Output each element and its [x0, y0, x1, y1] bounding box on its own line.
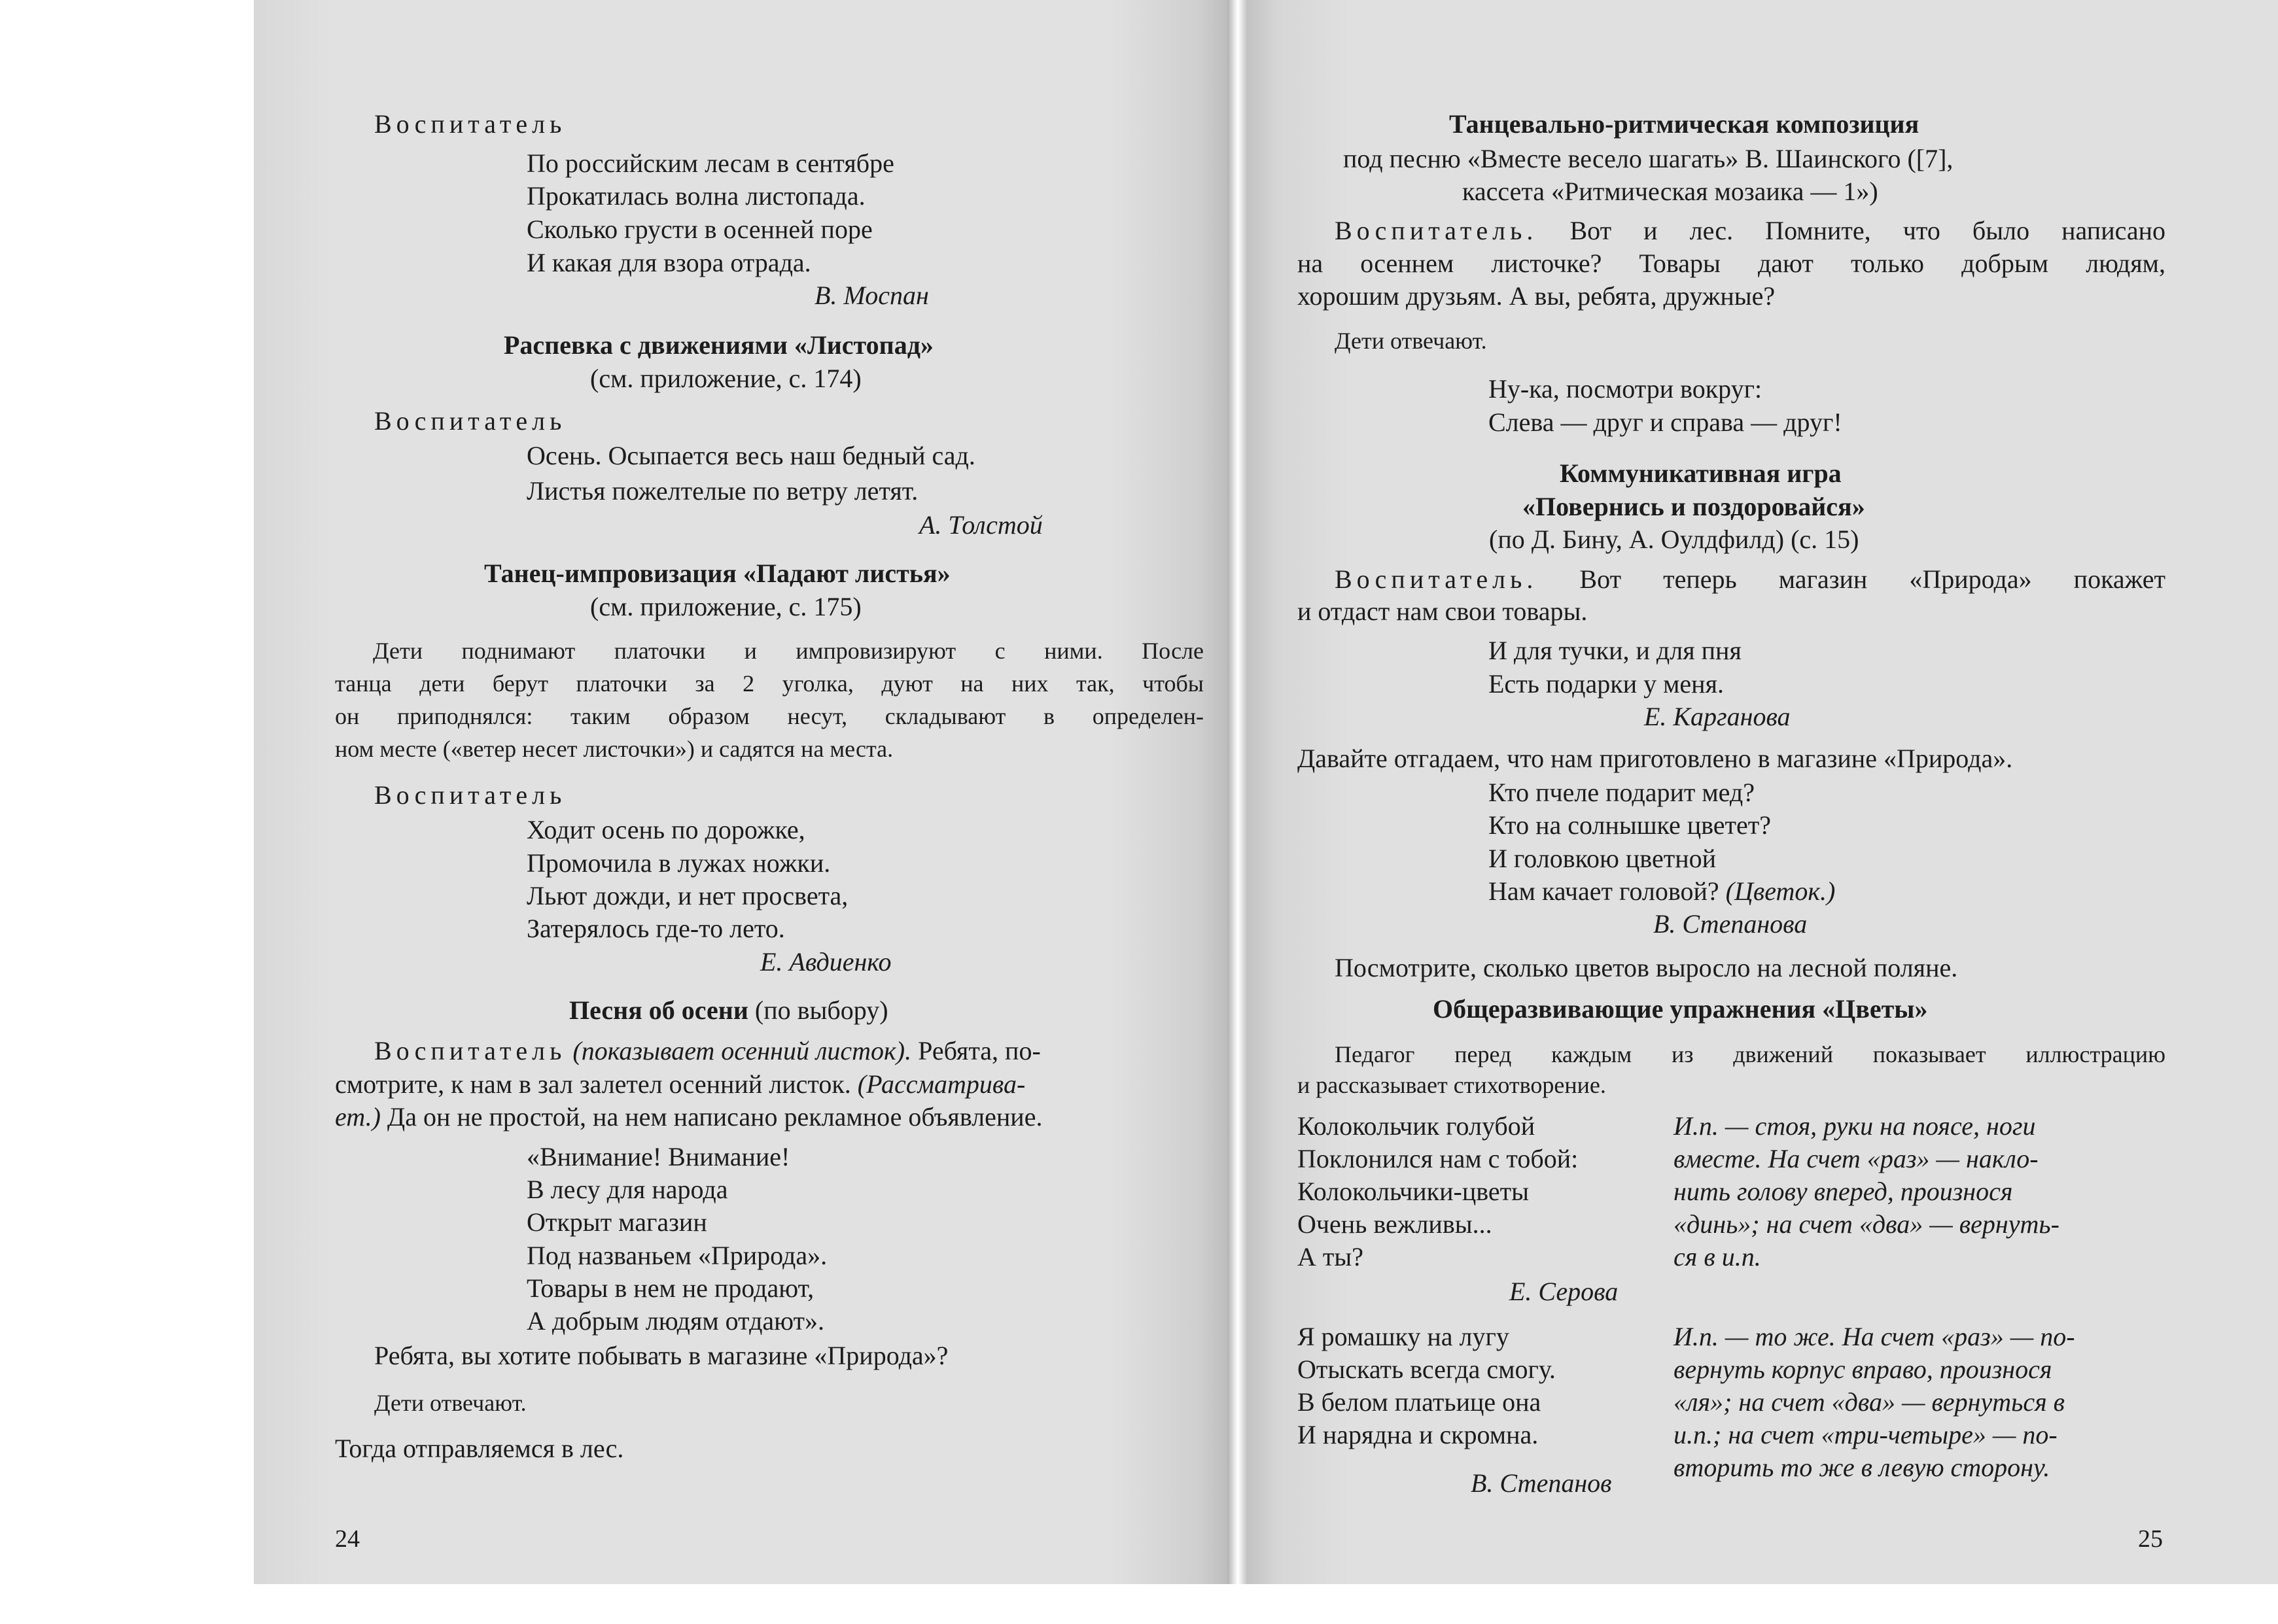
poem-line: Товары в нем не продают, [527, 1273, 815, 1303]
poem-author: В. Степанова [1653, 909, 1808, 939]
exercise-instruction: ся в и.п. [1673, 1242, 1761, 1271]
section-subheading: под песню «Вместе весело шагать» В. Шаинского ([7], [1343, 144, 1954, 173]
poem-line: И какая для взора отрада. [527, 248, 811, 277]
body-text-line: и рассказывает стихотворение. [1297, 1072, 1606, 1098]
poem-line: А ты? [1297, 1242, 1363, 1271]
speaker-label: Воспитатель [374, 406, 567, 436]
riddle-text: Нам качает головой? [1488, 876, 1719, 906]
poem-line: Поклонился нам с тобой: [1297, 1144, 1579, 1173]
poem-line: Открыт магазин [527, 1207, 707, 1237]
stage-direction: ет.) [335, 1102, 381, 1132]
body-text-line: он приподнялся: таким образом несут, складывают в определен- [335, 703, 1204, 729]
body-text-line: на осеннем листочке? Товары дают только добрым людям, [1297, 249, 2165, 278]
exercise-instruction: нить голову вперед, произнося [1673, 1177, 2013, 1206]
exercise-instruction: вторить то же в левую сторону. [1673, 1453, 2050, 1482]
section-heading-note: (по выбору) [754, 995, 888, 1025]
speech-text: Ребята, по- [918, 1036, 1041, 1065]
body-text-line: Давайте отгадаем, что нам приготовлено в магазине «Природа». [1297, 744, 2013, 773]
section-heading: Коммуникативная игра [1560, 458, 1842, 488]
section-heading: «Повернись и поздоровайся» [1522, 492, 1865, 521]
section-subheading: (см. приложение, с. 174) [590, 364, 862, 393]
poem-line: По российским лесам в сентябре [527, 148, 894, 178]
section-heading [569, 994, 888, 1027]
poem-line: Прокатилась волна листопада. [527, 181, 866, 211]
exercise-instruction: «динь»; на счет «два» — вернуть- [1673, 1209, 2059, 1239]
exercise-instruction: «ля»; на счет «два» — вернуться в [1673, 1387, 2065, 1417]
poem-line: Слева — друг и справа — друг! [1488, 407, 1842, 437]
stage-direction: (Рассматрива- [857, 1069, 1026, 1099]
poem-line: Колокольчик голубой [1297, 1111, 1535, 1141]
poem-line: Промочила в лужах ножки. [527, 848, 831, 878]
section-subheading: (см. приложение, с. 175) [590, 592, 862, 621]
speech-text: Вот теперь магазин «Природа» покажет [1579, 564, 2165, 594]
poem-line: В лесу для народа [527, 1175, 728, 1204]
poem-line: Листья пожелтелые по ветру летят. [527, 476, 919, 506]
poem-line: Кто пчеле подарит мед? [1488, 778, 1755, 807]
poem-line: Колокольчики-цветы [1297, 1177, 1530, 1206]
speaker-label: Воспитатель. [1335, 564, 1538, 594]
section-heading: Танцевально-ритмическая композиция [1449, 109, 1919, 139]
stage-direction: (показывает осенний листок). [572, 1036, 912, 1065]
speech-text: Вот и лес. Помните, что было написано [1569, 216, 2166, 245]
body-text-line: Педагог перед каждым из движений показывает иллюстрацию [1335, 1041, 2165, 1067]
body-text-line: Тогда отправляемся в лес. [335, 1434, 624, 1463]
page-number: 25 [2138, 1525, 2163, 1553]
poem-line: «Внимание! Внимание! [527, 1142, 790, 1171]
body-text-line [335, 1101, 1042, 1133]
body-text-line: Посмотрите, сколько цветов выросло на лесной поляне. [1335, 953, 1958, 982]
body-text-line [1335, 215, 2165, 247]
section-heading: Танец-импровизация «Падают листья» [484, 559, 951, 588]
speaker-label: Воспитатель [374, 780, 567, 810]
poem-line: В белом платьице она [1297, 1387, 1541, 1417]
poem-line: И для тучки, и для пня [1488, 636, 1742, 665]
body-text-line [374, 1035, 1041, 1067]
poem-author: Е. Авдиенко [760, 947, 892, 976]
speaker-label: Воспитатель. [1335, 216, 1538, 245]
speech-text: смотрите, к нам в зал залетел осенний листок. [335, 1069, 851, 1099]
poem-line: Сколько грусти в осенней поре [527, 215, 873, 244]
poem-author: А. Толстой [919, 510, 1043, 540]
poem-line: Очень вежливы... [1297, 1209, 1492, 1239]
body-text-line: Дети поднимают платочки и импровизируют с ними. После [373, 638, 1204, 664]
poem-line: Под названьем «Природа». [527, 1241, 828, 1270]
poem-line: А добрым людям отдают». [527, 1306, 825, 1336]
body-text-line: хорошим друзьям. А вы, ребята, дружные? [1297, 281, 1776, 311]
poem-author: Е. Карганова [1644, 702, 1791, 731]
riddle-answer: (Цветок.) [1725, 876, 1836, 906]
poem-line: Ну-ка, посмотри вокруг: [1488, 374, 1762, 404]
poem-author: Е. Серова [1509, 1277, 1619, 1306]
section-heading-main: Песня об осени [569, 995, 748, 1025]
body-text-line: и отдаст нам свои товары. [1297, 596, 1588, 626]
poem-line: Ходит осень по дорожке, [527, 815, 805, 844]
exercise-instruction: вернуть корпус вправо, произнося [1673, 1355, 2052, 1384]
section-heading: Распевка с движениями «Листопад» [504, 330, 934, 360]
book-spine-gutter [1227, 0, 1247, 1584]
poem-line: И головкою цветной [1488, 844, 1717, 873]
page-number: 24 [335, 1525, 360, 1553]
poem-line: Кто на солнышке цветет? [1488, 810, 1772, 840]
body-text-line [1335, 563, 2165, 596]
exercise-instruction: и.п.; на счет «три-четыре» — по- [1673, 1420, 2058, 1449]
speech-text: Да он не простой, на нем написано рекламное объявление. [387, 1102, 1043, 1132]
exercise-instruction: И.п. — то же. На счет «раз» — по- [1673, 1322, 2075, 1351]
poem-author: В. Степанов [1471, 1468, 1612, 1498]
exercise-instruction: И.п. — стоя, руки на поясе, ноги [1673, 1111, 2036, 1141]
section-subheading: кассета «Ритмическая мозаика — 1») [1462, 177, 1878, 206]
poem-line: Отыскать всегда смогу. [1297, 1355, 1556, 1384]
poem-author: В. Моспан [815, 281, 929, 310]
body-text-line: ном месте («ветер несет листочки») и садятся на места. [335, 736, 894, 762]
body-text-line [335, 1068, 1025, 1101]
exercise-instruction: вместе. На счет «раз» — накло- [1673, 1144, 2039, 1173]
poem-line: Я ромашку на лугу [1297, 1322, 1509, 1351]
poem-line: И нарядна и скромна. [1297, 1420, 1539, 1449]
body-text-line: танца дети берут платочки за 2 уголка, дуют на них так, чтобы [335, 670, 1204, 697]
section-subheading: (по Д. Бину, А. Оулдфилд) (с. 15) [1489, 525, 1859, 554]
section-heading: Общеразвивающие упражнения «Цветы» [1433, 994, 1928, 1024]
poem-line: Затерялось где-то лето. [527, 914, 785, 943]
poem-line [1488, 875, 1835, 908]
poem-line: Льют дожди, и нет просвета, [527, 881, 849, 910]
speaker-label: Воспитатель [374, 1036, 567, 1065]
poem-line: Есть подарки у меня. [1488, 669, 1724, 699]
body-text-line: Дети отвечают. [374, 1390, 527, 1416]
body-text-line: Ребята, вы хотите побывать в магазине «Природа»? [374, 1341, 949, 1370]
body-text-line: Дети отвечают. [1335, 328, 1487, 354]
speaker-label: Воспитатель [374, 109, 567, 139]
poem-line: Осень. Осыпается весь наш бедный сад. [527, 441, 975, 470]
